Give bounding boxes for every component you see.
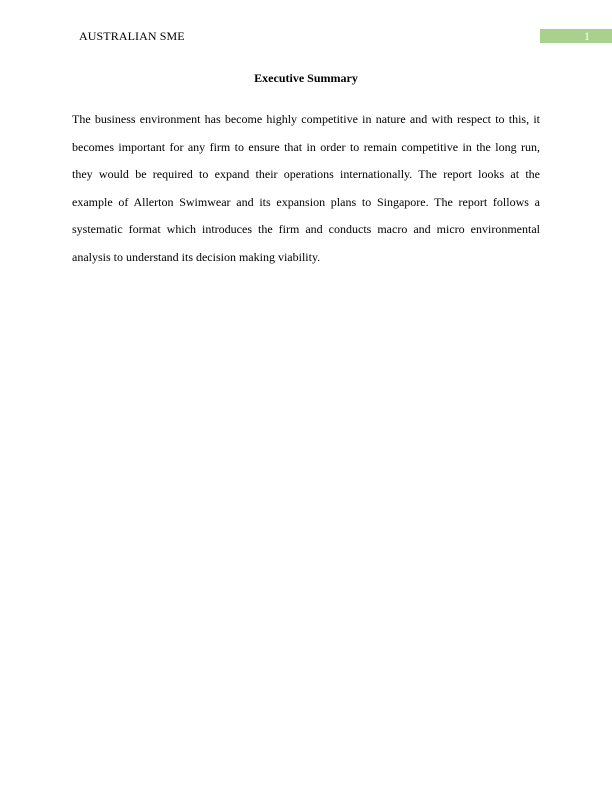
running-head: AUSTRALIAN SME	[79, 29, 185, 43]
page-number: 1	[584, 29, 590, 43]
summary-paragraph: The business environment has become highly competitive in nature and with respect to this, it becomes important for any firm to ensure that in order to remain competitive in the long run, they would be required to expand their operations internationally. The report looks at the example of Allerton Swimwear and its expansion plans to Singapore. The report follows a systematic format which introduces the firm and conducts macro and micro environmental analysis to understand its decision making viability.	[72, 112, 540, 264]
section-title: Executive Summary	[254, 71, 358, 85]
page-number-badge	[540, 29, 612, 43]
